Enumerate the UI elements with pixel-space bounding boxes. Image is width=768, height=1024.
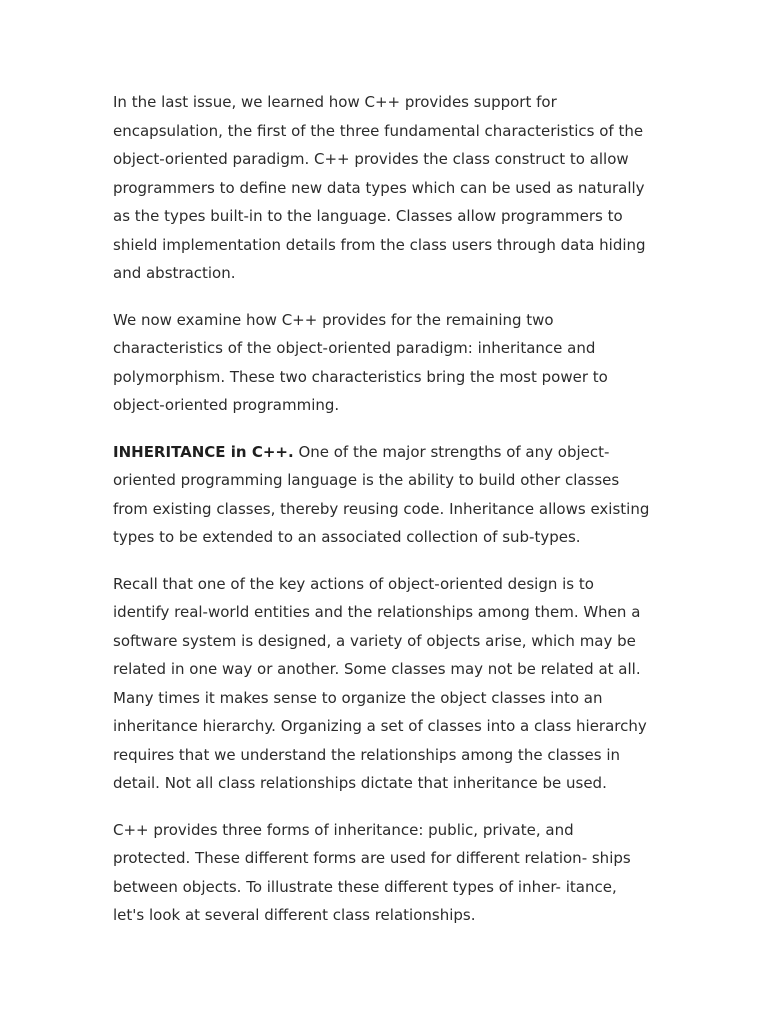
text-line: identify real-world entities and the relationships among them. When a — [113, 603, 641, 621]
text-line: object-oriented paradigm. C++ provides the class construct to allow — [113, 150, 629, 168]
document-body — [113, 88, 663, 948]
text-line: characteristics of the object-oriented paradigm: inheritance and — [113, 339, 596, 357]
text-line: inheritance hierarchy. Organizing a set of classes into a class hierarchy — [113, 717, 647, 735]
text-line: We now examine how C++ provides for the remaining two — [113, 310, 554, 329]
text-line: shield implementation details from the class users through data hiding — [113, 235, 646, 254]
text-line: between objects. To illustrate these different types of inher- itance, — [113, 877, 617, 896]
text-line: requires that we understand the relationships among the classes in — [113, 745, 621, 764]
text-line: encapsulation, the first of the three fundamental characteristics of the — [113, 121, 644, 140]
paragraph-inheritance-intro — [113, 438, 663, 552]
paragraph-encapsulation-recap — [113, 88, 663, 288]
text-line: related in one way or another. Some classes may not be related at all. — [113, 660, 641, 678]
text-line: programmers to define new data types which can be used as naturally — [113, 178, 645, 197]
text-line: In the last issue, we learned how C++ provides support for — [113, 93, 557, 111]
text-line: as the types built-in to the language. Classes allow programmers to — [113, 207, 623, 225]
text-line: detail. Not all class relationships dictate that inheritance be used. — [113, 774, 607, 792]
paragraph-inheritance-forms — [113, 816, 663, 930]
text-line: polymorphism. These two characteristics bring the most power to — [113, 367, 608, 386]
text-line: software system is designed, a variety of objects arise, which may be — [113, 631, 636, 650]
text-line: protected. These different forms are used for different relation- ships — [113, 849, 631, 867]
text-line: let's look at several different class relationships. — [113, 906, 476, 924]
text-line: oriented programming language is the ability to build other classes — [113, 471, 620, 489]
text-line: from existing classes, thereby reusing code. Inheritance allows existing — [113, 499, 650, 518]
text-line: C++ provides three forms of inheritance: public, private, and — [113, 820, 574, 839]
paragraph-object-oriented-design — [113, 570, 663, 798]
text-line: One of the major strengths of any object- — [293, 442, 610, 461]
text-line: Many times it makes sense to organize the object classes into an — [113, 688, 603, 707]
text-line: types to be extended to an associated collection of sub-types. — [113, 528, 581, 546]
paragraph-remaining-characteristics — [113, 306, 663, 420]
text-line: and abstraction. — [113, 264, 236, 282]
text-line: Recall that one of the key actions of object-oriented design is to — [113, 574, 594, 593]
text-line: object-oriented programming. — [113, 396, 340, 414]
section-heading-inheritance: INHERITANCE in C++. — [113, 442, 294, 461]
